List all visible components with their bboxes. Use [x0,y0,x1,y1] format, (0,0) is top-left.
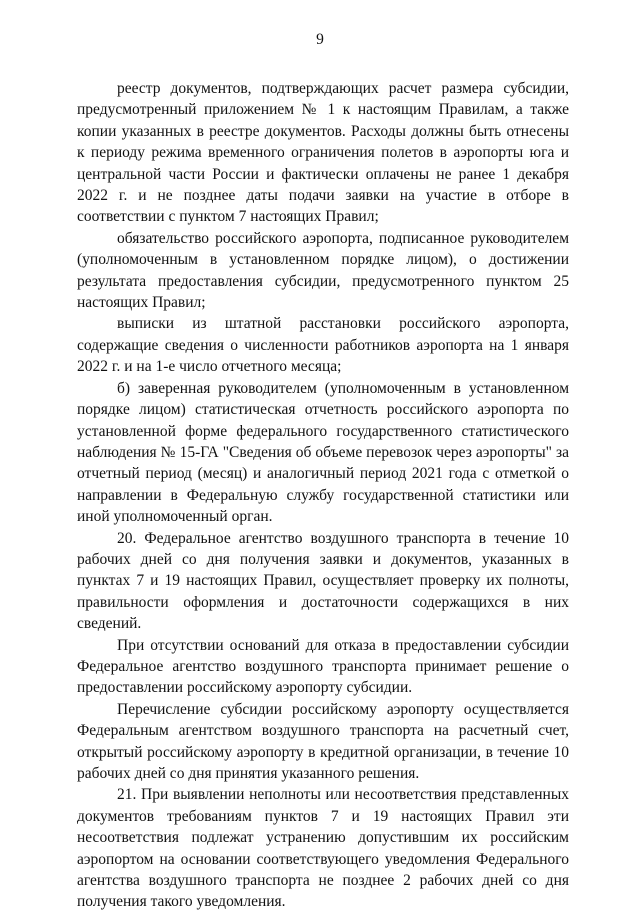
paragraph-subsidy-transfer: Перечисление субсидии российскому аэропорту осуществляется Федеральным агентством воздушного транспорта на расчетный счет, открытый российскому аэропорту в кредитной организации, в течение 10 рабочих дней со дня принятия указанного решения. [77,700,569,782]
paragraph-statistical-reporting: б) заверенная руководителем (уполномоченным в установленном порядке лицом) статистическая отчетность российского аэропорта по установленной форме федерального государственного статистического наблюдения № 15-ГА "Сведения об объеме перевозок через аэропорты" за отчетный период (месяц) и аналогичный период 2021 года с отметкой о направлении в Федеральную службу государственной статистики или иной уполномоченный орган. [77,379,569,526]
paragraph-clause-21: 21. При выявлении неполноты или несоответствия представленных документов требованиям пунктов 7 и 19 настоящих Правил эти несоответствия подлежат устранению допустившим их российским аэропортом на основании соответствующего уведомления Федерального агентства воздушного транспорта не позднее 2 рабочих дней со дня получения такого уведомления. [77,786,569,911]
paragraph-subsidy-decision: При отсутствии оснований для отказа в предоставлении субсидии Федеральное агентство воздушного транспорта принимает решение о предоставлении российскому аэропорту субсидии. [77,636,569,697]
paragraph-airport-obligation: обязательство российского аэропорта, подписанное руководителем (уполномоченным в установленном порядке лицом), о достижении результата предоставления субсидии, предусмотренного пунктом 25 настоящих Правил; [77,229,569,312]
paragraph-clause-20: 20. Федеральное агентство воздушного транспорта в течение 10 рабочих дней со дня получения заявки и документов, указанных в пунктах 7 и 19 настоящих Правил, осуществляет проверку их полноты, правильности оформления и достаточности содержащихся в них сведений. [77,529,569,633]
paragraph-staffing-extracts: выписки из штатной расстановки российского аэропорта, содержащие сведения о численности работников аэропорта на 1 января 2022 г. и на 1-е число отчетного месяца; [77,315,569,376]
page-number: 9 [316,31,324,48]
paragraph-registry-documents: реестр документов, подтверждающих расчет размера субсидии, предусмотренный приложением № 1 к настоящим Правилам, а также копии указанных в реестре документов. Расходы должны быть отнесены к периоду режима временного ограничения полетов в аэропорты юга и центральной части России и фактически оплачены не ранее 1 декабря 2022 г. и не позднее даты подачи заявки на участие в отборе в соответствии с пунктом 7 настоящих Правил; [77,80,569,226]
document-body [77,78,569,913]
